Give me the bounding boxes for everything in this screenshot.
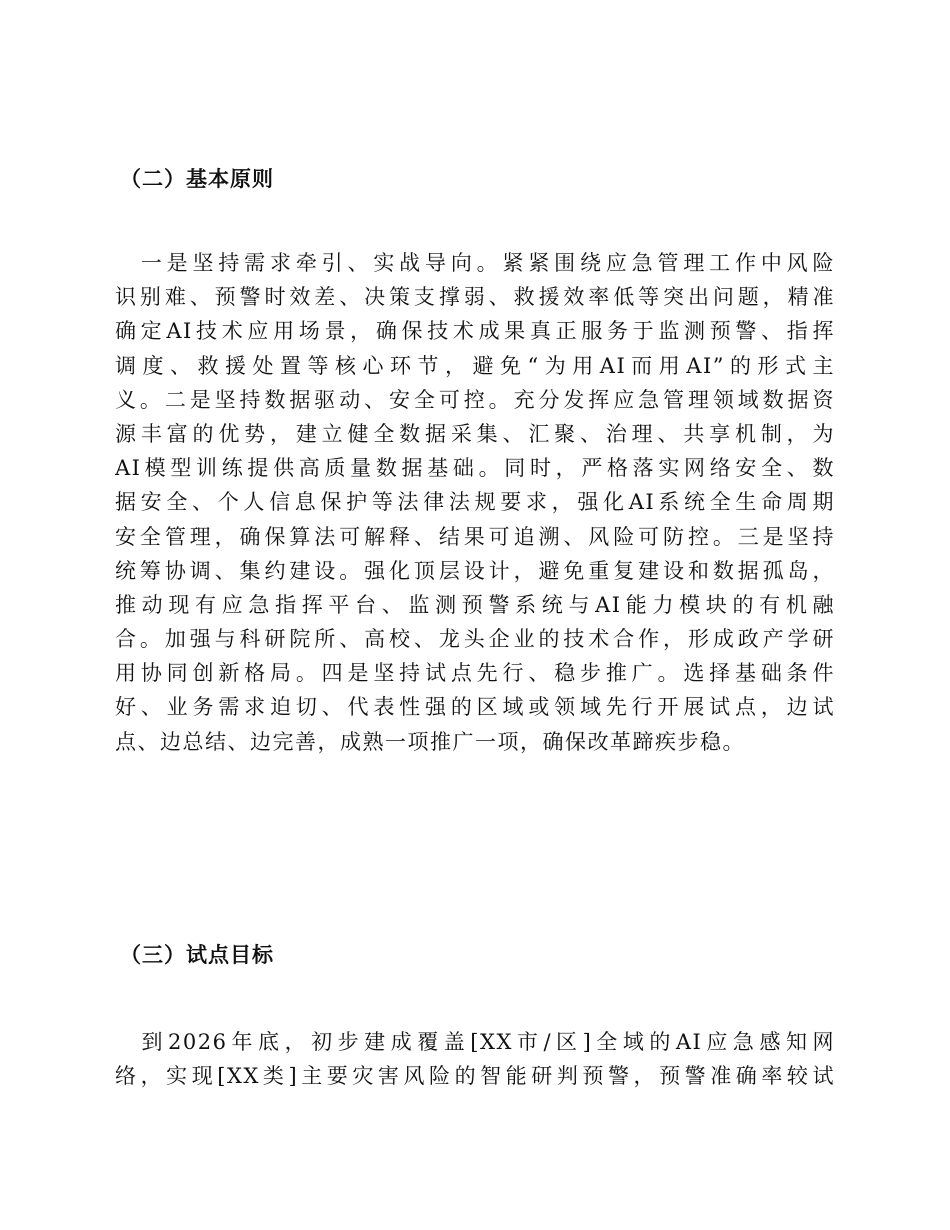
paragraph-line: 识别难、预警时效差、决策支撑弱、救援效率低等突出问题，精准	[115, 285, 835, 310]
section-heading-pilot-goals: （三）试点目标	[120, 942, 274, 967]
paragraph-line: 用协同创新格局。四是坚持试点先行、稳步推广。选择基础条件	[115, 661, 835, 686]
paragraph-line: 到2026年底，初步建成覆盖[XX市/区]全域的AI应急感知网	[115, 1030, 835, 1054]
pilot-goals-paragraph	[115, 1025, 835, 1093]
paragraph-line: 好、业务需求迫切、代表性强的区域或领域先行开展试点，边试	[115, 695, 835, 720]
principles-paragraph	[115, 246, 835, 759]
paragraph-line: 确定AI技术应用场景，确保技术成果真正服务于监测预警、指挥	[115, 319, 835, 344]
paragraph-line: 一是坚持需求牵引、实战导向。紧紧围绕应急管理工作中风险	[115, 251, 835, 275]
paragraph-line: 义。二是坚持数据驱动、安全可控。充分发挥应急管理领域数据资	[115, 387, 835, 412]
paragraph-line: 推动现有应急指挥平台、监测预警系统与AI能力模块的有机融	[115, 592, 835, 617]
paragraph-line: 据安全、个人信息保护等法律法规要求，强化AI系统全生命周期	[115, 490, 835, 515]
paragraph-line: 统筹协调、集约建设。强化顶层设计，避免重复建设和数据孤岛，	[115, 558, 835, 583]
paragraph-line: AI模型训练提供高质量数据基础。同时，严格落实网络安全、数	[115, 456, 835, 481]
paragraph-line: 点、边总结、边完善，成熟一项推广一项，确保改革蹄疾步稳。	[115, 729, 745, 754]
paragraph-line: 安全管理，确保算法可解释、结果可追溯、风险可防控。三是坚持	[115, 524, 835, 549]
paragraph-line: 络，实现[XX类]主要灾害风险的智能研判预警，预警准确率较试	[115, 1064, 835, 1089]
paragraph-line: 合。加强与科研院所、高校、龙头企业的技术合作，形成政产学研	[115, 627, 835, 652]
paragraph-line: 源丰富的优势，建立健全数据采集、汇聚、治理、共享机制，为	[115, 421, 835, 446]
section-heading-principles: （二）基本原则	[120, 166, 274, 191]
paragraph-line: 调度、救援处置等核心环节，避免“为用AI而用AI”的形式主	[115, 353, 835, 378]
